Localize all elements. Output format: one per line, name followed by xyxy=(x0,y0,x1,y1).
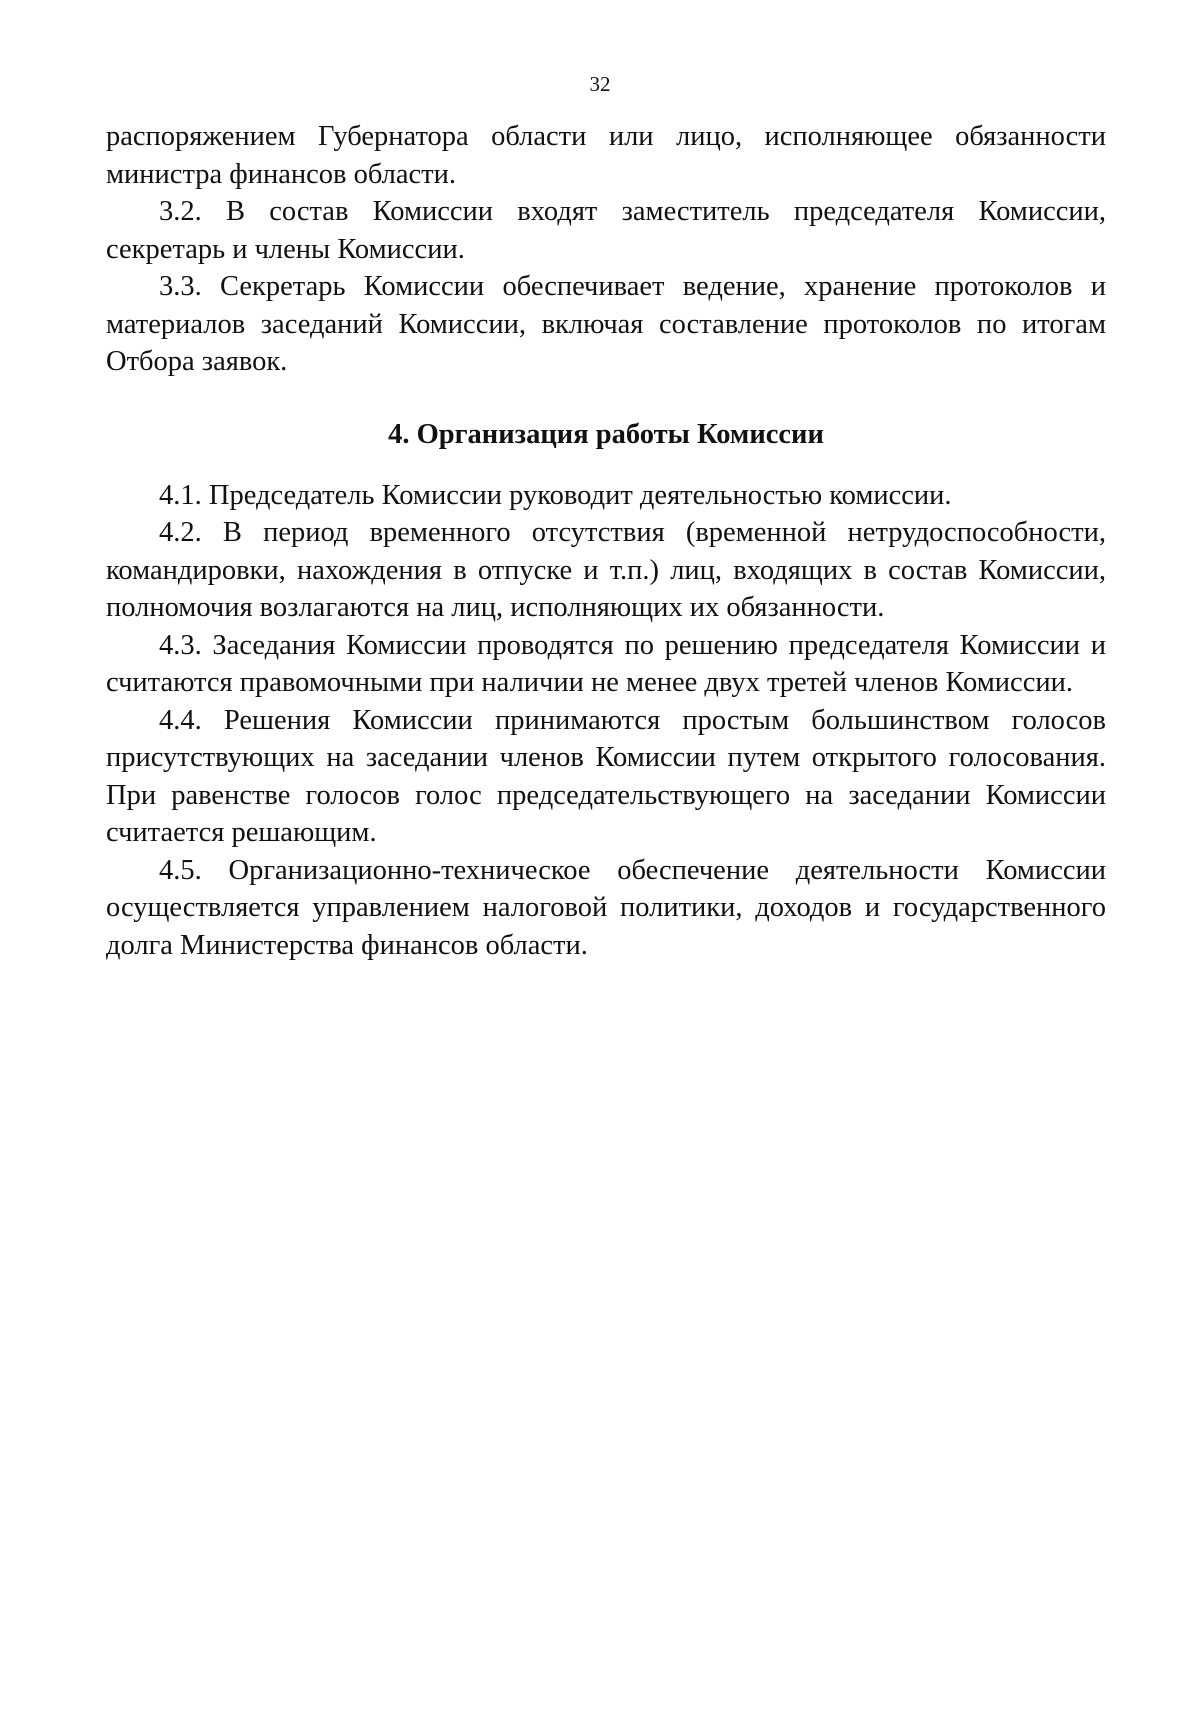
paragraph-4-3: 4.3. Заседания Комиссии проводятся по решению председателя Комиссии и считаются правомочными при наличии не менее двух третей членов Комиссии. xyxy=(106,629,1106,698)
paragraph-3-3: 3.3. Секретарь Комиссии обеспечивает ведение, хранение протоколов и материалов заседаний Комиссии, включая составление протоколов по итогам Отбора заявок. xyxy=(106,271,1106,377)
paragraph-4-4: 4.4. Решения Комиссии принимаются простым большинством голосов присутствующих на заседании членов Комиссии путем открытого голосования. При равенстве голосов голос председательствующего на заседании Комиссии считается решающим. xyxy=(106,704,1106,848)
paragraph-continuation: распоряжением Губернатора области или лицо, исполняющее обязанности министра финансов области. xyxy=(106,121,1106,190)
paragraph-4-5: 4.5. Организационно-техническое обеспечение деятельности Комиссии осуществляется управлением налоговой политики, доходов и государственного долга Министерства финансов области. xyxy=(106,854,1106,961)
paragraph-3-2: 3.2. В состав Комиссии входят заместитель председателя Комиссии, секретарь и члены Комиссии. xyxy=(106,196,1106,265)
document-body xyxy=(106,118,1106,964)
section-heading: 4. Организация работы Комиссии xyxy=(388,418,824,450)
page-number: 32 xyxy=(589,72,611,96)
paragraph-4-1: 4.1. Председатель Комиссии руководит деятельностью комиссии. xyxy=(159,479,952,511)
paragraph-4-2: 4.2. В период временного отсутствия (временной нетрудоспособности, командировки, нахождения в отпуске и т.п.) лиц, входящих в состав Комиссии, полномочия возлагаются на лиц, исполняющих их обязанности. xyxy=(106,517,1106,623)
